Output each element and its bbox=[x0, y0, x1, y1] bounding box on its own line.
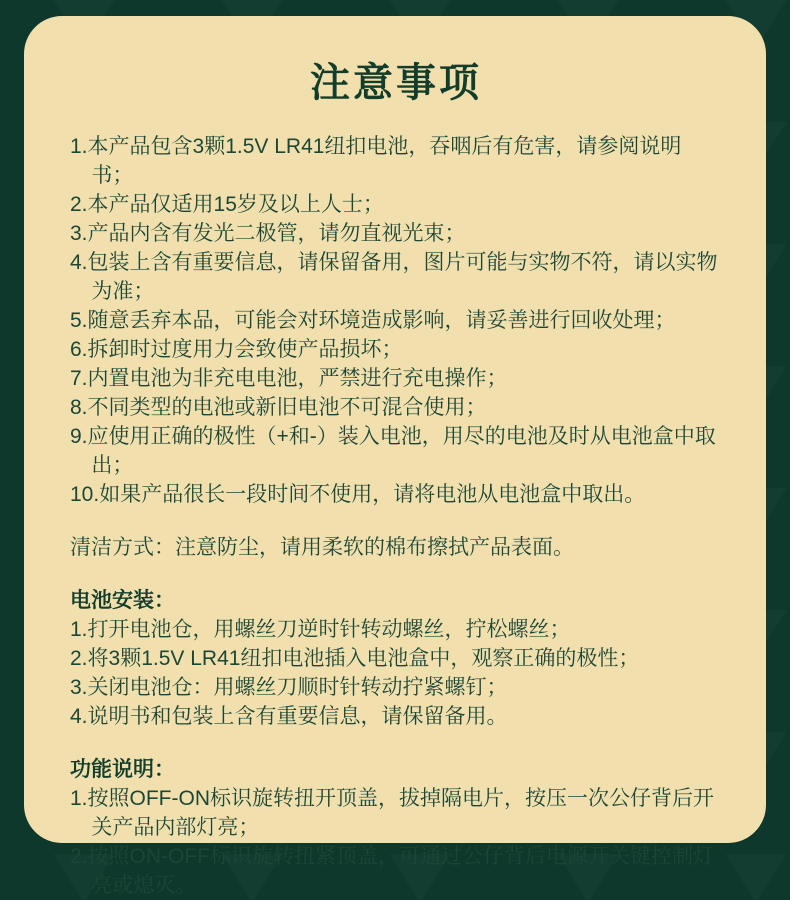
precaution-item: 10.如果产品很长一段时间不使用，请将电池从电池盒中取出。 bbox=[70, 483, 646, 506]
battery-install-step: 2.将3颗1.5V LR41纽扣电池插入电池盒中，观察正确的极性； bbox=[70, 647, 640, 670]
precaution-item: 9.应使用正确的极性（+和-）装入电池，用尽的电池及时从电池盒中取出； bbox=[70, 425, 716, 477]
battery-install-step: 1.打开电池仓，用螺丝刀逆时针转动螺丝，拧松螺丝； bbox=[70, 618, 571, 641]
page-title: 注意事项 bbox=[310, 61, 482, 105]
function-notes-heading: 功能说明： bbox=[70, 758, 175, 781]
precaution-item: 3.产品内含有发光二极管，请勿直视光束； bbox=[70, 222, 466, 245]
precaution-item: 7.内置电池为非充电电池，严禁进行充电操作； bbox=[70, 367, 508, 390]
battery-install-step: 3.关闭电池仓：用螺丝刀顺时针转动拧紧螺钉； bbox=[70, 676, 508, 699]
battery-install-section bbox=[70, 586, 722, 731]
function-note: 1.按照OFF-ON标识旋转扭开顶盖，拔掉隔电片，按压一次公仔背后开关产品内部灯亮； bbox=[70, 787, 714, 839]
notice-card bbox=[24, 16, 766, 897]
battery-install-step: 4.说明书和包装上含有重要信息，请保留备用。 bbox=[70, 705, 508, 728]
function-notes-section bbox=[70, 755, 722, 900]
precautions-list bbox=[70, 132, 722, 509]
precaution-item: 1.本产品包含3颗1.5V LR41纽扣电池，吞咽后有危害，请参阅说明书； bbox=[70, 135, 682, 187]
precaution-item: 6.拆卸时过度用力会致使产品损坏； bbox=[70, 338, 403, 361]
battery-install-heading: 电池安装： bbox=[70, 589, 175, 612]
precaution-item: 5.随意丢弃本品，可能会对环境造成影响，请妥善进行回收处理； bbox=[70, 309, 676, 332]
cleaning-note: 清洁方式：注意防尘，请用柔软的棉布擦拭产品表面。 bbox=[70, 536, 574, 559]
function-note: 2.按照ON-OFF标识旋转扭紧顶盖，可通过公仔背后电源开关键控制灯亮或熄灭。 bbox=[70, 845, 714, 897]
cleaning-section bbox=[70, 533, 722, 562]
precaution-item: 4.包装上含有重要信息，请保留备用，图片可能与实物不符，请以实物为准； bbox=[70, 251, 718, 303]
precaution-item: 8.不同类型的电池或新旧电池不可混合使用； bbox=[70, 396, 487, 419]
precaution-item: 2.本产品仅适用15岁及以上人士； bbox=[70, 193, 384, 216]
